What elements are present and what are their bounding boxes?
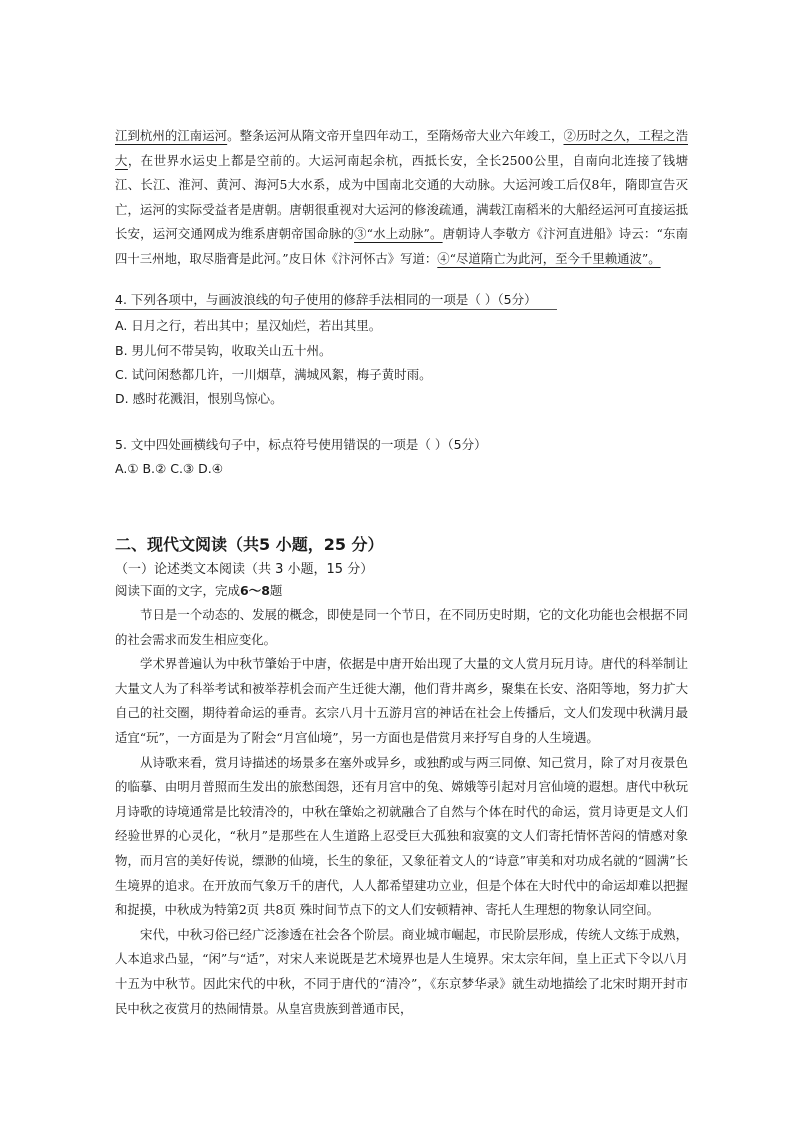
underlined-sentence-2: ②历时之久，工程之浩大 — [115, 128, 689, 168]
underlined-sentence-1: 江到杭州的江南运河 — [115, 128, 228, 143]
essay-paragraph-1: 节日是一个动态的、发展的概念，即使是同一个节日，在不同历史时期，它的文化功能也会根据不同的社会需求而发生相应变化。 — [115, 607, 688, 647]
question-4-option-b: B. 男儿何不带吴钩，收取关山五十州。 — [115, 343, 332, 358]
reading-instruction: 阅读下面的文字，完成6～8题 — [115, 583, 283, 598]
section-title: 二、现代文阅读（共5 小题，25 分） — [115, 535, 384, 554]
passage-text: 。整条运河从隋文帝开皇四年动工，至隋炀帝大业六年竣工， — [227, 128, 564, 143]
underlined-sentence-4: ④“尽道隋亡为此河，至今千里赖通波”。 — [437, 250, 661, 266]
question-4-stem: 4. 下列各项中，与画波浪线的句子使用的修辞手法相同的一项是（ ）（5分） — [115, 291, 557, 310]
passage-text: ，在世界水运史上都是空前的。大运河南起余杭，西抵长安，全长2500公里，自南向北连接了钱塘江、长江、淮河、黄河、海河5大水系，成为中国南北交通的大动脉。大运河竣工后仅8年，隋即宣告灭亡，运河的实际受益者是唐朝。唐朝很重视对大运河的修浚疏通，满载江南稻米的大船经运河可直接运抵长安，运河交通网成为维系唐朝帝国命脉的 — [115, 152, 689, 242]
question-5-stem: 5. 文中四处画横线句子中，标点符号使用错误的一项是（ ）（5分） — [115, 437, 487, 452]
question-4-option-a: A. 日月之行，若出其中；星汉灿烂，若出其里。 — [115, 318, 382, 333]
essay-paragraph-4: 宋代，中秋习俗已经广泛渗透在社会各个阶层。商业城市崛起，市民阶层形成，传统人文练于成熟，人本追求凸显，“闲”与“适”，对宋人来说既是艺术境界也是人生境界。宋太宗年间，皇上正式下令以八月十五为中秋节。因此宋代的中秋，不同于唐代的“清冷”，《东京梦华录》就生动地描绘了北宋时期开封市民中秋之夜赏月的热闹情景。从皇宫贵族到普通市民， — [115, 926, 688, 1016]
essay-paragraph-2: 学术界普遍认为中秋节肇始于中唐，依据是中唐开始出现了大量的文人赏月玩月诗。唐代的科举制让大量文人为了科举考试和被举荐机会而产生迁徙大潮，他们背井离乡，聚集在长安、洛阳等地，努力扩大自己的社交圈，期待着命运的垂青。玄宗八月十五游月宫的神话在社会上传播后，文人们发现中秋满月最适宜“玩”，一方面是为了附会“月宫仙境”，另一方面也是借赏月来抒写自身的人生境遇。 — [115, 656, 688, 745]
question-4-option-d: D. 感时花溅泪，恨别鸟惊心。 — [115, 391, 283, 406]
section-subtitle: （一）论述类文本阅读（共 3 小题，15 分） — [115, 562, 374, 577]
passage-1 — [115, 124, 688, 272]
question-5-options: A.① B.② C.③ D.④ — [115, 461, 223, 476]
essay-paragraph-3: 从诗歌来看，赏月诗描述的场景多在塞外或异乡，或独酌或与两三同僚、知己赏月，除了对月夜景色的临摹、由明月普照而生发出的旅愁闺怨，还有月宫中的兔、嫦娥等引起对月宫仙境的遐想。唐代中秋玩月诗歌的诗境通常是比较清冷的，中秋在肇始之初就融合了自然与个体在时代的命运，赏月诗更是文人们经验世界的心灵化，“秋月”是那些在人生道路上忍受巨大孤独和寂寞的文人们寄托情怀苦闷的情感对象物，而月宫的美好传说，缥渺的仙境，长生的象征，又象征着文人的“诗意”审美和对功成名就的“圆满”长生境界的追求。在开放而气象万千的唐代，人人都希望建功立业，但是个体在大时代中的命运却难以把握和捉摸，中秋成为特第2页 共8页 殊时间节点下的文人们安顿精神、寄托人生理想的物象认同空间。 — [115, 754, 688, 918]
question-4-option-c: C. 试问闲愁都几许，一川烟草，满城风絮，梅子黄时雨。 — [115, 367, 432, 382]
passage-text: 唐朝诗人李敬方《汴河直进船》诗云：“东南四十三州地，取尽脂膏是此河。”皮日休《汴河怀古》写道： — [115, 226, 688, 266]
underlined-sentence-3: ③“水上动脉”。 — [354, 226, 443, 242]
essay — [115, 603, 688, 1021]
